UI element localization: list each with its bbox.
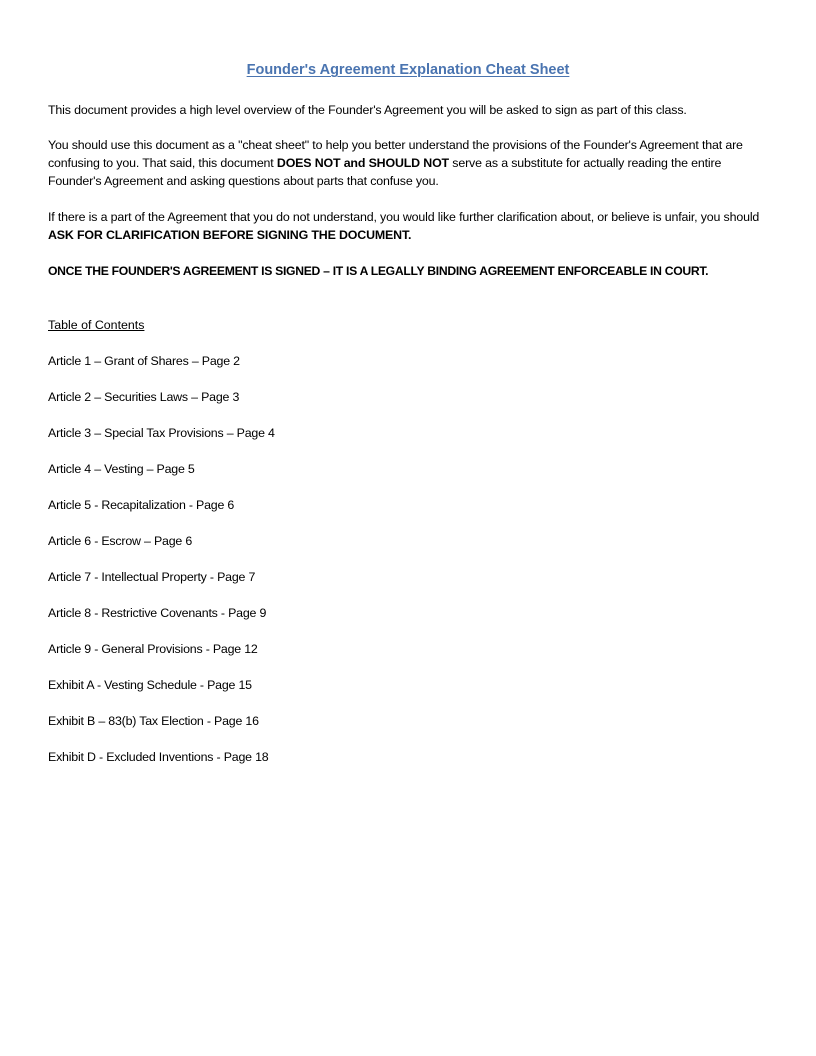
usage-paragraph	[48, 136, 768, 190]
toc-item-article-2: Article 2 – Securities Laws – Page 3	[48, 390, 240, 404]
clarification-text: If there is a part of the Agreement that you do not understand, you would like further clarification about, or believe is unfair, you should	[48, 210, 760, 224]
table-of-contents	[48, 352, 275, 784]
legal-warning: ONCE THE FOUNDER'S AGREEMENT IS SIGNED – IT IS A LEGALLY BINDING AGREEMENT ENFORCEABLE IN COURT.	[48, 264, 709, 278]
usage-text-2: serve as a substitute for actually reading the entire Founder's Agreement and asking questions about parts that confuse you.	[48, 156, 722, 188]
clarification-paragraph	[48, 208, 768, 244]
intro-paragraph: This document provides a high level overview of the Founder's Agreement you will be asked to sign as part of this class.	[48, 103, 687, 117]
toc-item-exhibit-b: Exhibit B – 83(b) Tax Election - Page 16	[48, 714, 259, 728]
usage-emphasis: DOES NOT and SHOULD NOT	[276, 156, 449, 170]
toc-item-article-7: Article 7 - Intellectual Property - Page 7	[48, 570, 256, 584]
clarification-emphasis: ASK FOR CLARIFICATION BEFORE SIGNING THE DOCUMENT.	[48, 228, 412, 242]
usage-text-1: You should use this document as a "cheat sheet" to help you better understand the provisions of the Founder's Agreement that are confusing to you. That said, this document	[48, 138, 743, 170]
toc-item-exhibit-a: Exhibit A - Vesting Schedule - Page 15	[48, 678, 252, 692]
toc-item-article-9: Article 9 - General Provisions - Page 12	[48, 642, 258, 656]
toc-item-article-6: Article 6 - Escrow – Page 6	[48, 534, 193, 548]
document-title: Founder's Agreement Explanation Cheat Sheet	[246, 62, 570, 78]
toc-item-article-3: Article 3 – Special Tax Provisions – Page 4	[48, 426, 275, 440]
toc-item-article-4: Article 4 – Vesting – Page 5	[48, 462, 195, 476]
toc-item-article-5: Article 5 - Recapitalization - Page 6	[48, 498, 235, 512]
toc-item-exhibit-d: Exhibit D - Excluded Inventions - Page 18	[48, 750, 269, 764]
document-page	[48, 0, 768, 1056]
toc-heading: Table of Contents	[48, 318, 145, 332]
toc-item-article-8: Article 8 - Restrictive Covenants - Page 9	[48, 606, 267, 620]
toc-item-article-1: Article 1 – Grant of Shares – Page 2	[48, 354, 240, 368]
